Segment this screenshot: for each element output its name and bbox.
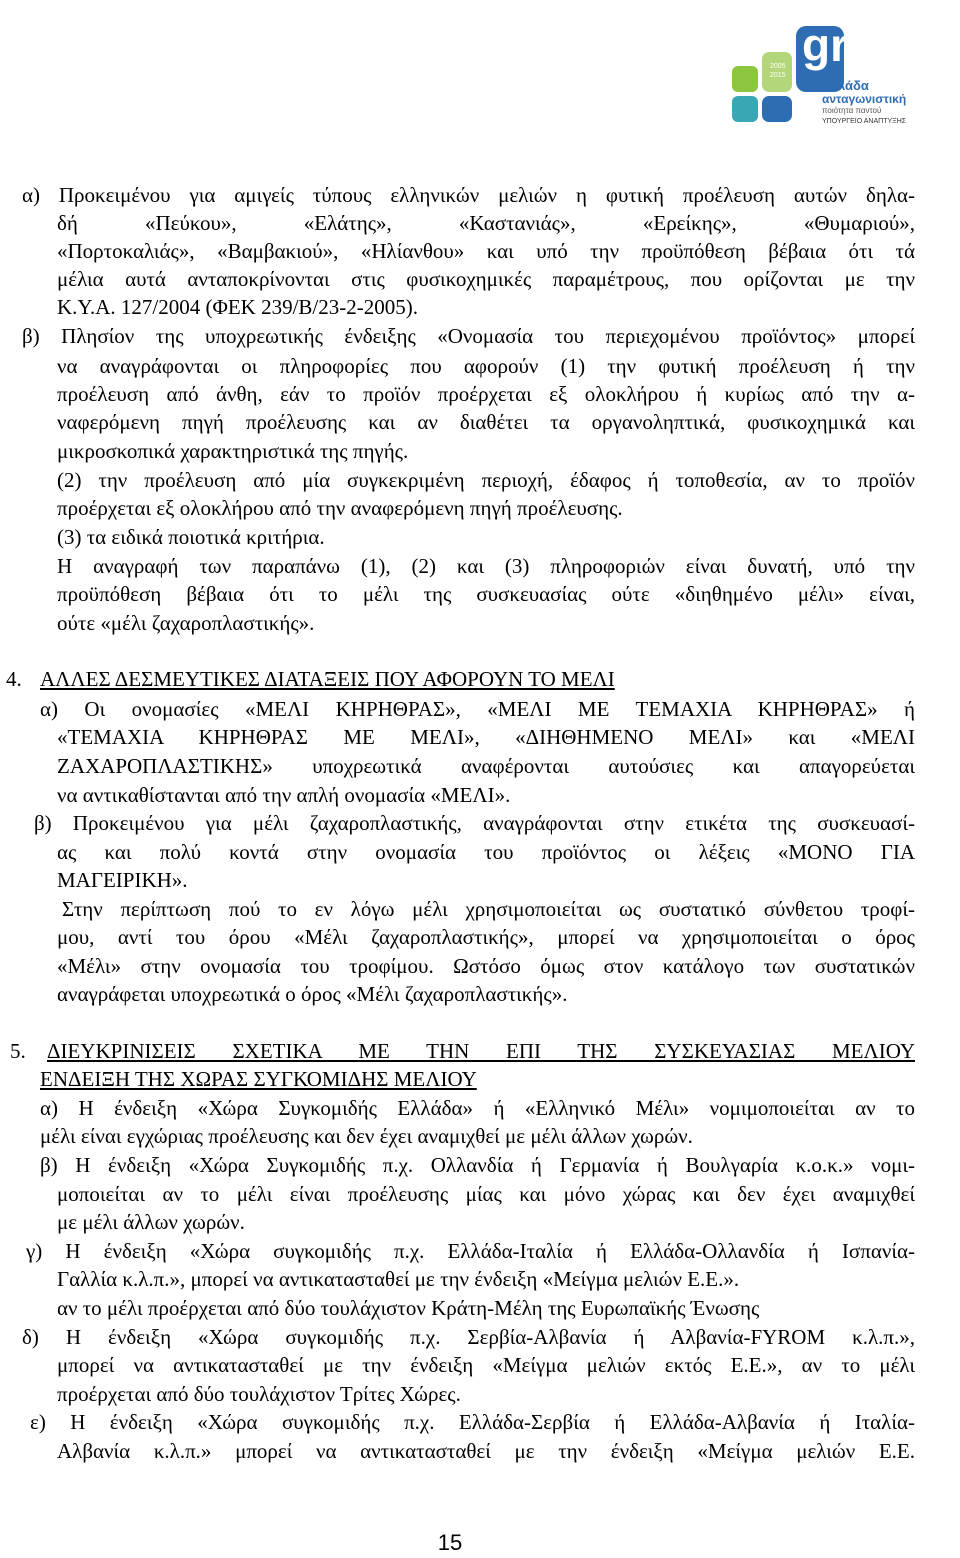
text-line: δ) Η ένδειξη «Χώρα συγκομιδής π.χ. Σερβία-Αλβανία ή Αλβανία-FYROM κ.λ.π.», (22, 1325, 915, 1349)
text-line: μου, αντί του όρου «Μέλι ζαχαροπλαστικής», μπορεί να χρησιμοποιείται ο όρος (57, 925, 915, 949)
text-line: ΖΑΧΑΡΟΠΛΑΣΤΙΚΗΣ» υποχρεωτικά αναφέρονται αυτούσιες και απαγορεύεται (57, 754, 915, 778)
text-line: ας και πολύ κοντά στην ονομασία του προϊόντος οι λέξεις «ΜΟΝΟ ΓΙΑ (57, 840, 915, 864)
text-line: προέλευση από άνθη, εάν το προϊόν προέρχεται εξ ολοκλήρου ή κυρίως από την α- (57, 382, 915, 406)
text-line: Αλβανία κ.λ.π.» μπορεί να αντικατασταθεί με την ένδειξη «Μείγμα μελιών Ε.Ε. (57, 1439, 915, 1463)
text-line: α) Προκειμένου για αμιγείς τύπους ελληνικών μελιών η φυτική προέλευση αυτών δηλα- (22, 183, 915, 207)
text-line: (2) την προέλευση από μία συγκεκριμένη περιοχή, έδαφος ή τοποθεσία, αν το προϊόν (57, 468, 915, 492)
text-line: να αναγράφονται οι πληροφορίες που αφορούν (1) την φυτική προέλευση ή την (57, 354, 915, 378)
text-line: α) Η ένδειξη «Χώρα Συγκομιδής Ελλάδα» ή «Ελληνικό Μέλι» νομιμοποιείται αν το (40, 1096, 915, 1120)
text-line: προϋπόθεση βέβαια ότι το μέλι της συσκευασίας ούτε «διηθημένο μέλι» είναι, (57, 582, 915, 606)
logo-line2: ανταγωνιστική (822, 92, 907, 106)
text-line: ΜΑΓΕΙΡΙΚΗ». (57, 868, 188, 892)
text-line: προέρχεται εξ ολοκλήρου από την αναφερόμενη πηγή προέλευσης. (57, 496, 623, 520)
logo-line1: Ελλάδα (822, 78, 869, 93)
text-line: μικροσκοπικά χαρακτηριστικά της πηγής. (57, 439, 409, 463)
text-line: Κ.Υ.Α. 127/2004 (ΦΕΚ 239/Β/23-2-2005). (57, 295, 418, 319)
text-line: μπορεί να αντικατασταθεί με την ένδειξη «Μείγμα μελιών εκτός Ε.Ε.», αν το μέλι (57, 1353, 915, 1377)
text-line: μέλια αυτά ανταποκρίνονται στις φυσικοχημικές παραμέτρους, που ορίζονται με την (57, 267, 915, 291)
section-number: 4. (6, 667, 22, 691)
text-line: μοποιείται αν το μέλι είναι προέλευσης μίας και μόνο χώρας και δεν έχει αναμιχθεί (57, 1182, 915, 1206)
text-line: μέλι είναι εγχώριας προέλευσης και δεν έχει αναμιχθεί με μέλι άλλων χωρών. (40, 1124, 693, 1148)
page-number: 15 (437, 1530, 463, 1555)
text-line: α) Οι ονομασίες «ΜΕΛΙ ΚΗΡΗΘΡΑΣ», «ΜΕΛΙ ΜΕ ΤΕΜΑΧΙΑ ΚΗΡΗΘΡΑΣ» ή (40, 697, 915, 721)
text-line: ούτε «μέλι ζαχαροπλαστικής». (57, 611, 315, 635)
text-line: να αντικαθίστανται από την απλή ονομασία «ΜΕΛΙ». (57, 783, 511, 807)
text-line: «Μέλι» στην ονομασία του τροφίμου. Ωστόσο όμως στον κατάλογο των συστατικών (57, 954, 915, 978)
section-number: 5. (10, 1039, 26, 1063)
text-line: αναγράφεται υποχρεωτικά ο όρος «Μέλι ζαχαροπλαστικής». (57, 982, 568, 1006)
text-line: γ) Η ένδειξη «Χώρα συγκομιδής π.χ. Ελλάδα-Ιταλία ή Ελλάδα-Ολλανδία ή Ισπανία- (26, 1239, 915, 1263)
text-line: με μέλι άλλων χωρών. (57, 1210, 245, 1234)
text-line: «ΤΕΜΑΧΙΑ ΚΗΡΗΘΡΑΣ ΜΕ ΜΕΛΙ», «ΔΙΗΘΗΜΕΝΟ ΜΕΛΙ» και «ΜΕΛΙ (57, 725, 915, 749)
text-line: ναφερόμενη πηγή προέλευσης και αν διαθέτει τα οργανοληπτικά, φυσικοχημικά και (57, 410, 915, 434)
text-line: «Πορτοκαλιάς», «Βαμβακιού», «Ηλίανθου» και υπό την προϋπόθεση βέβαια ότι τά (57, 239, 915, 263)
section-heading-cont: ΕΝΔΕΙΞΗ ΤΗΣ ΧΩΡΑΣ ΣΥΓΚΟΜΙΔΗΣ ΜΕΛΙΟΥ (40, 1067, 477, 1091)
logo-line3: ποιότητα παντού (822, 106, 882, 115)
text-line: Γαλλία κ.λ.π.», μπορεί να αντικατασταθεί με την ένδειξη «Μείγμα μελιών Ε.Ε.». (57, 1267, 740, 1291)
text-line: β) Προκειμένου για μέλι ζαχαροπλαστικής, αναγράφονται στην ετικέτα της συσκευασί- (34, 811, 915, 835)
text-line: β) Η ένδειξη «Χώρα Συγκομιδής π.χ. Ολλανδία ή Γερμανία ή Βουλγαρία κ.ο.κ.» νομι- (40, 1153, 915, 1177)
text-line: προέρχεται από δύο τουλάχιστον Τρίτες Χώρες. (57, 1382, 461, 1406)
text-line: ε) Η ένδειξη «Χώρα συγκομιδής π.χ. Ελλάδα-Σερβία ή Ελλάδα-Αλβανία ή Ιταλία- (30, 1410, 915, 1434)
text-line: αν το μέλι προέρχεται από δύο τουλάχιστον Κράτη-Μέλη της Ευρωπαϊκής Ένωσης (57, 1296, 760, 1320)
logo-line4: ΥΠΟΥΡΓΕΙΟ ΑΝΑΠΤΥΞΗΣ (822, 118, 907, 125)
text-line: (3) τα ειδικά ποιοτικά κριτήρια. (57, 525, 325, 549)
text-line: Η αναγραφή των παραπάνω (1), (2) και (3) πληροφοριών είναι δυνατή, υπό την (57, 554, 915, 578)
text-line: Στην περίπτωση πού το εν λόγω μέλι χρησιμοποιείται ως συστατικό σύνθετου τροφί- (62, 897, 915, 921)
text-line: δή «Πεύκου», «Ελάτης», «Καστανιάς», «Ερείκης», «Θυμαριού», (57, 211, 915, 235)
logo (730, 18, 930, 130)
logo-brand: gr (802, 19, 848, 71)
section-heading: ΑΛΛΕΣ ΔΕΣΜΕΥΤΙΚΕΣ ΔΙΑΤΑΞΕΙΣ ΠΟΥ ΑΦΟΡΟΥΝ ΤΟ ΜΕΛΙ (40, 667, 615, 691)
logo-years: 2005 2015 (770, 63, 786, 79)
section-heading: ΔΙΕΥΚΡΙΝΙΣΕΙΣ ΣΧΕΤΙΚΑ ΜΕ ΤΗΝ ΕΠΙ ΤΗΣ ΣΥΣΚΕΥΑΣΙΑΣ ΜΕΛΙΟΥ (47, 1039, 915, 1063)
text-line: β) Πλησίον της υποχρεωτικής ένδειξης «Ονομασία του περιεχομένου προϊόντος» μπορεί (22, 324, 915, 348)
